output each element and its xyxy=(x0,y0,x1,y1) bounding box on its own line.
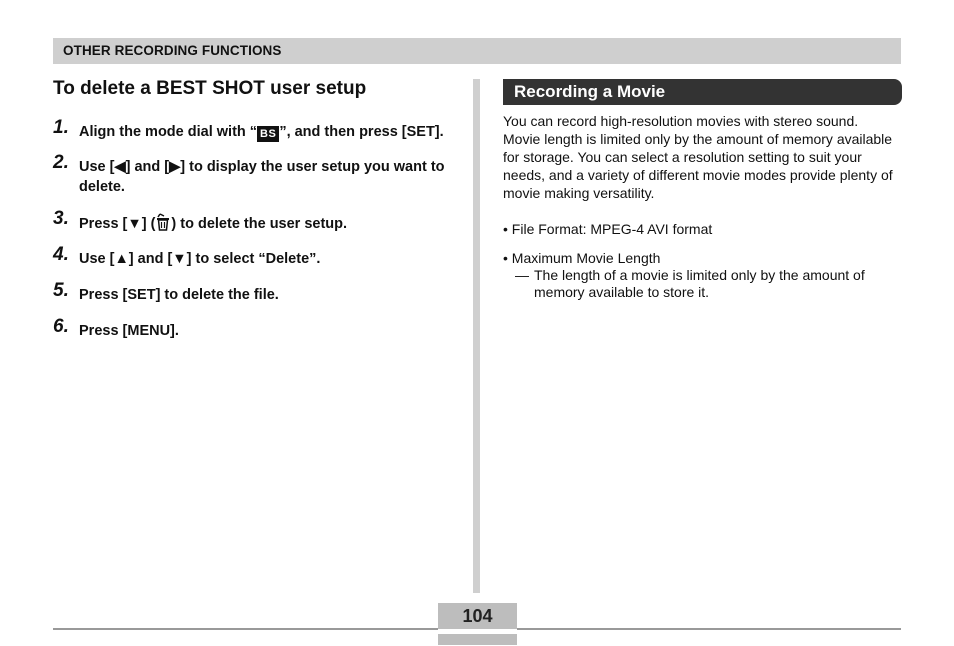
page-number: 104 xyxy=(462,606,493,626)
bullet-file-format: • File Format: MPEG-4 AVI format xyxy=(503,221,713,237)
subsection-heading-bar xyxy=(503,79,902,105)
step-number: 2. xyxy=(53,152,69,173)
note-dash: — xyxy=(515,267,529,283)
procedure-title: To delete a BEST SHOT user setup xyxy=(53,78,367,99)
step-number: 1. xyxy=(53,117,69,138)
step-2 xyxy=(53,152,463,197)
step-6 xyxy=(53,316,463,341)
step-text: Press [SET] to delete the file. xyxy=(79,287,279,303)
length-note xyxy=(503,267,902,301)
step-number: 5. xyxy=(53,280,69,301)
step-text: ”, and then press [SET]. xyxy=(279,124,444,140)
page-number-band xyxy=(438,629,517,634)
step-number: 4. xyxy=(53,244,69,265)
bullet-max-length: • Maximum Movie Length xyxy=(503,250,661,266)
step-1 xyxy=(53,117,463,142)
note-text: The length of a movie is limited only by the amount of memory available to store it. xyxy=(534,267,865,300)
subsection-heading: Recording a Movie xyxy=(514,82,666,101)
step-number: 6. xyxy=(53,316,69,337)
trash-icon xyxy=(155,213,171,231)
left-column xyxy=(53,78,463,341)
section-header-title: OTHER RECORDING FUNCTIONS xyxy=(63,43,282,58)
step-text: Align the mode dial with “ xyxy=(79,124,258,140)
step-5 xyxy=(53,280,463,305)
page-number-box xyxy=(438,603,517,645)
step-number: 3. xyxy=(53,208,69,229)
step-3 xyxy=(53,208,463,234)
step-text: Use [▲] and [▼] to select “Delete”. xyxy=(79,251,321,267)
best-shot-icon: BS xyxy=(257,126,279,142)
step-text: Press [▼] ( xyxy=(79,216,156,232)
step-text: Press [MENU]. xyxy=(79,323,179,339)
step-text: Use [◀] and [▶] to display the user setup you want to delete. xyxy=(79,159,445,195)
step-text: ) to delete the user setup. xyxy=(171,216,348,232)
step-4 xyxy=(53,244,463,269)
step-list xyxy=(53,117,463,341)
column-divider xyxy=(473,79,480,593)
section-header-bar xyxy=(53,38,901,64)
intro-paragraph: You can record high-resolution movies with stereo sound. Movie length is limited only by the amount of memory available for storage. You can select a resolution setting to suit your needs, and a variety of different movie modes provide plenty of movie making versatility. xyxy=(503,113,893,201)
right-column xyxy=(503,79,902,301)
